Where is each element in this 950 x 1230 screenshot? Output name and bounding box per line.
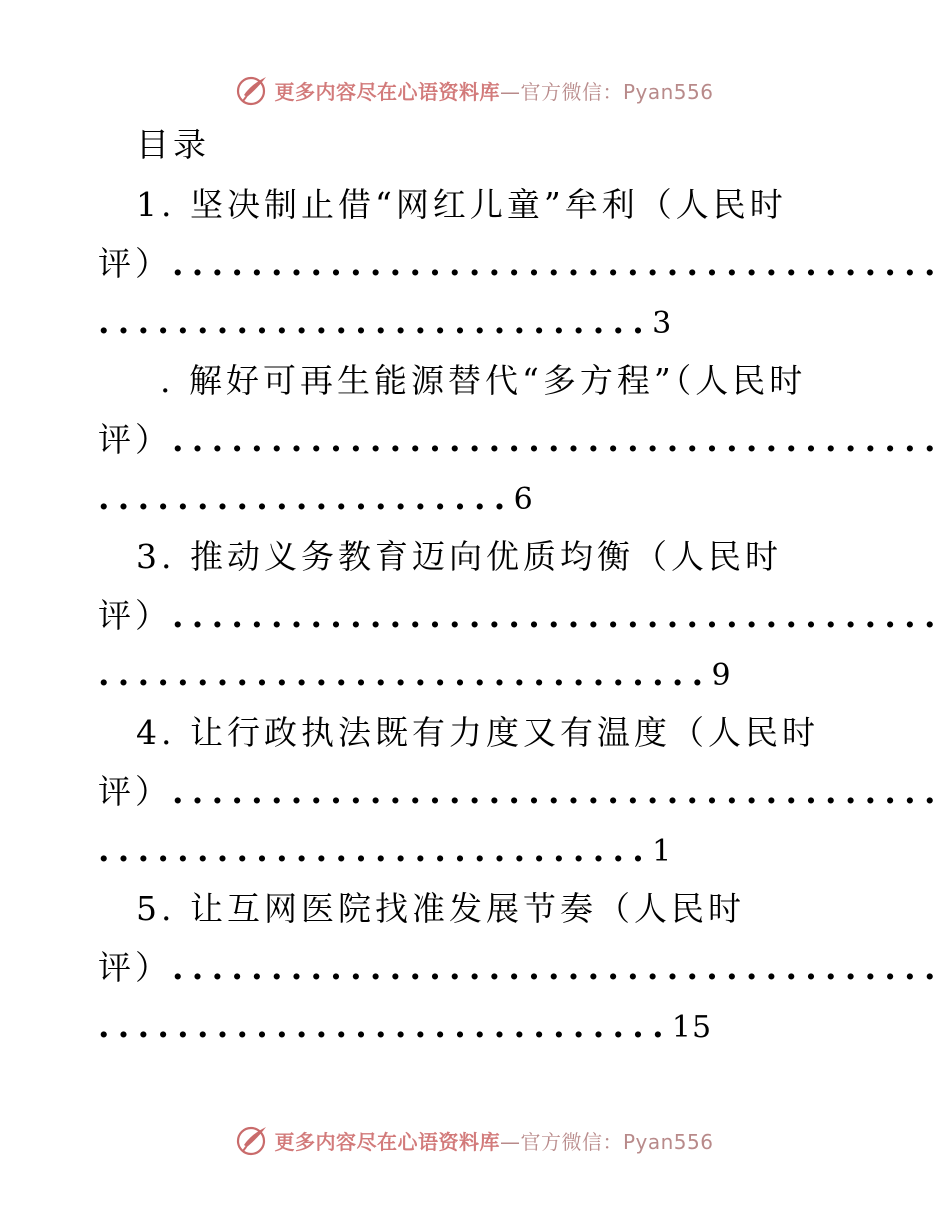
- toc-entry-leader: ...............................9: [98, 654, 732, 693]
- toc-entry-continuation: 评）.......................................: [98, 596, 944, 635]
- toc-page-number: 3: [652, 306, 673, 341]
- toc-page-number: 15: [671, 1010, 713, 1045]
- watermark-text: 更多内容尽在心语资料库—官方微信：Pyan556: [274, 79, 714, 104]
- toc-title: 目录: [136, 125, 210, 164]
- toc-entry-leader: .....................6: [98, 478, 534, 517]
- toc-entry-continuation: 评）.......................................: [98, 772, 944, 811]
- toc-page-number: 6: [513, 482, 534, 517]
- toc-entry-title[interactable]: 3. 推动义务教育迈向优质均衡（人民时: [136, 537, 782, 576]
- toc-entry-leader: ............................3: [98, 302, 673, 341]
- toc-entry-title[interactable]: . 解好可再生能源替代“多方程”（人民时: [160, 361, 807, 400]
- watermark-text: 更多内容尽在心语资料库—官方微信：Pyan556: [274, 1129, 714, 1154]
- toc-entry-leader: .............................15: [98, 1006, 713, 1045]
- toc-page-number: 1: [652, 834, 673, 869]
- toc-entry-continuation: 评）.......................................: [98, 244, 944, 283]
- toc-entry-title[interactable]: 1. 坚决制止借“网红儿童”牟利（人民时: [136, 185, 787, 224]
- toc-entry-leader: ............................1: [98, 830, 673, 869]
- footer-watermark: [0, 1120, 950, 1160]
- toc-entry-continuation: 评）.......................................: [98, 420, 944, 459]
- toc-page-number: 9: [711, 658, 732, 693]
- toc-entry-title[interactable]: 4. 让行政执法既有力度又有温度（人民时: [136, 713, 819, 752]
- toc-entry-continuation: 评）.......................................: [98, 948, 944, 987]
- quill-logo-icon: [236, 1123, 270, 1157]
- toc-entry-title[interactable]: 5. 让互网医院找准发展节奏（人民时: [136, 889, 745, 928]
